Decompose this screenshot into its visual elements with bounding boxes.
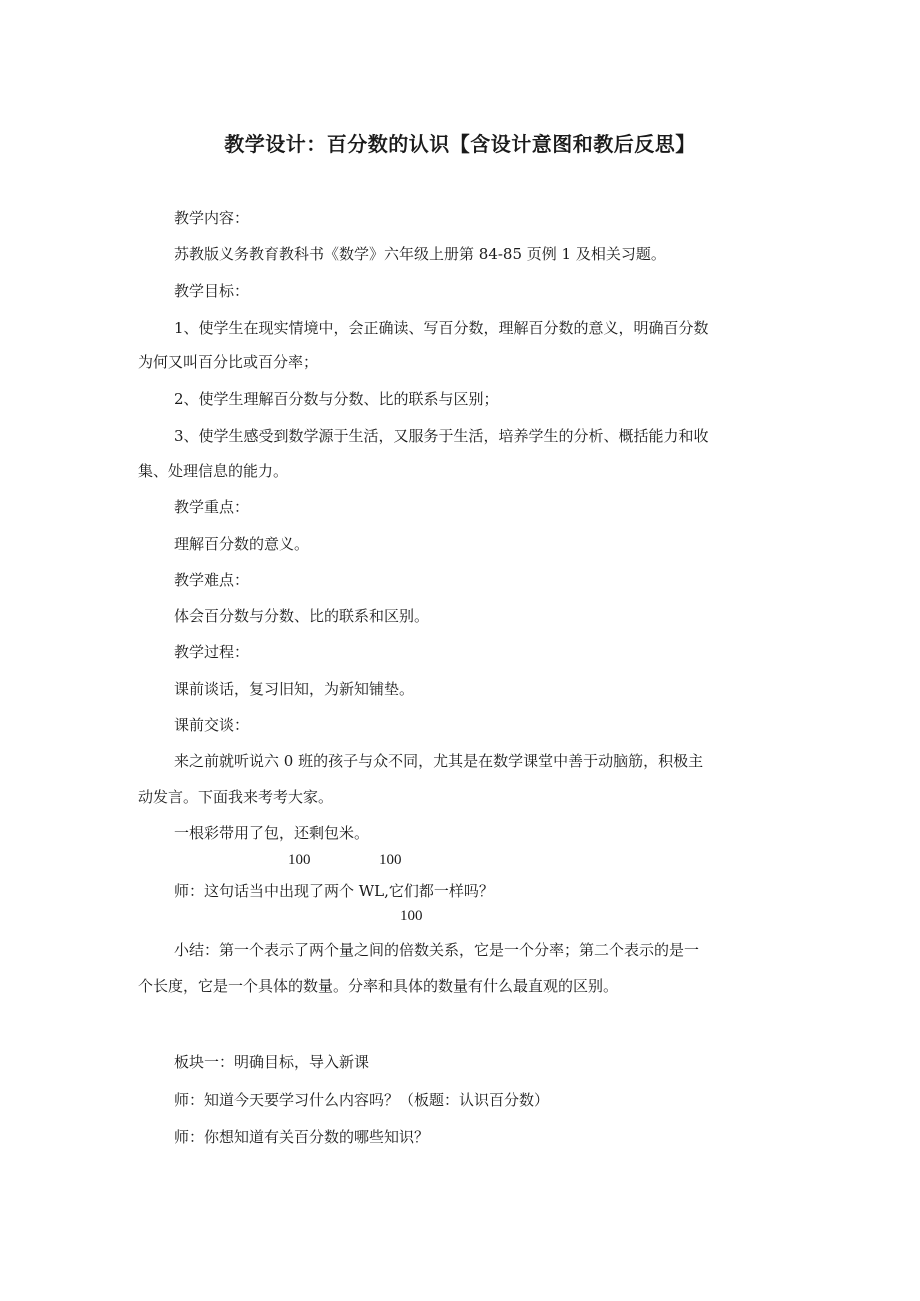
fraction-denominator-2: 100 xyxy=(379,852,402,868)
objective-3-line-2: 集、处理信息的能力。 xyxy=(138,462,289,480)
document-title: 教学设计：百分数的认识【含设计意图和教后反思】 xyxy=(224,132,696,156)
fraction-denominator-1: 100 xyxy=(288,852,311,868)
paragraph-intro-line-1: 来之前就听说六 0 班的孩子与众不同，尤其是在数学课堂中善于动脑筋，积极主 xyxy=(174,752,704,770)
paragraph-intro-line-2: 动发言。下面我来考考大家。 xyxy=(138,788,334,806)
objective-3-line-1: 3、使学生感受到数学源于生活，又服务于生活，培养学生的分析、概括能力和收 xyxy=(174,427,709,445)
paragraph-difficulty: 体会百分数与分数、比的联系和区别。 xyxy=(174,607,430,625)
section-heading-content: 教学内容： xyxy=(174,209,250,227)
paragraph-summary-line-1: 小结：第一个表示了两个量之间的倍数关系，它是一个分率；第二个表示的是一 xyxy=(174,941,700,959)
objective-1-line-2: 为何又叫百分比或百分率； xyxy=(138,353,319,371)
section-heading-process: 教学过程： xyxy=(174,643,250,661)
objective-1-line-1: 1、使学生在现实情境中，会正确读、写百分数，理解百分数的意义，明确百分数 xyxy=(174,319,709,337)
paragraph-teacher-question: 师：这句话当中出现了两个 WL,它们都一样吗？ xyxy=(174,882,494,900)
fraction-denominator-3: 100 xyxy=(400,908,423,924)
paragraph-textbook: 苏教版义务教育教科书《数学》六年级上册第 84-85 页例 1 及相关习题。 xyxy=(174,245,666,263)
section-heading-difficulty: 教学难点： xyxy=(174,571,250,589)
section-heading-key-point: 教学重点： xyxy=(174,498,250,516)
paragraph-ribbon-question: 一根彩带用了包，还剩包米。 xyxy=(174,824,370,842)
paragraph-key-point: 理解百分数的意义。 xyxy=(174,535,310,553)
paragraph-teacher-topic: 师：知道今天要学习什么内容吗？（板题：认识百分数） xyxy=(174,1091,550,1109)
paragraph-pre-class-talk: 课前谈话，复习旧知，为新知铺垫。 xyxy=(174,680,415,698)
paragraph-summary-line-2: 个长度，它是一个具体的数量。分率和具体的数量有什么最直观的区别。 xyxy=(138,977,619,995)
section-heading-pre-class-chat: 课前交谈： xyxy=(174,716,250,734)
objective-2: 2、使学生理解百分数与分数、比的联系与区别； xyxy=(174,390,499,408)
section-heading-block-one: 板块一：明确目标，导入新课 xyxy=(174,1053,370,1071)
paragraph-teacher-knowledge: 师：你想知道有关百分数的哪些知识？ xyxy=(174,1128,430,1146)
section-heading-objectives: 教学目标： xyxy=(174,282,250,300)
